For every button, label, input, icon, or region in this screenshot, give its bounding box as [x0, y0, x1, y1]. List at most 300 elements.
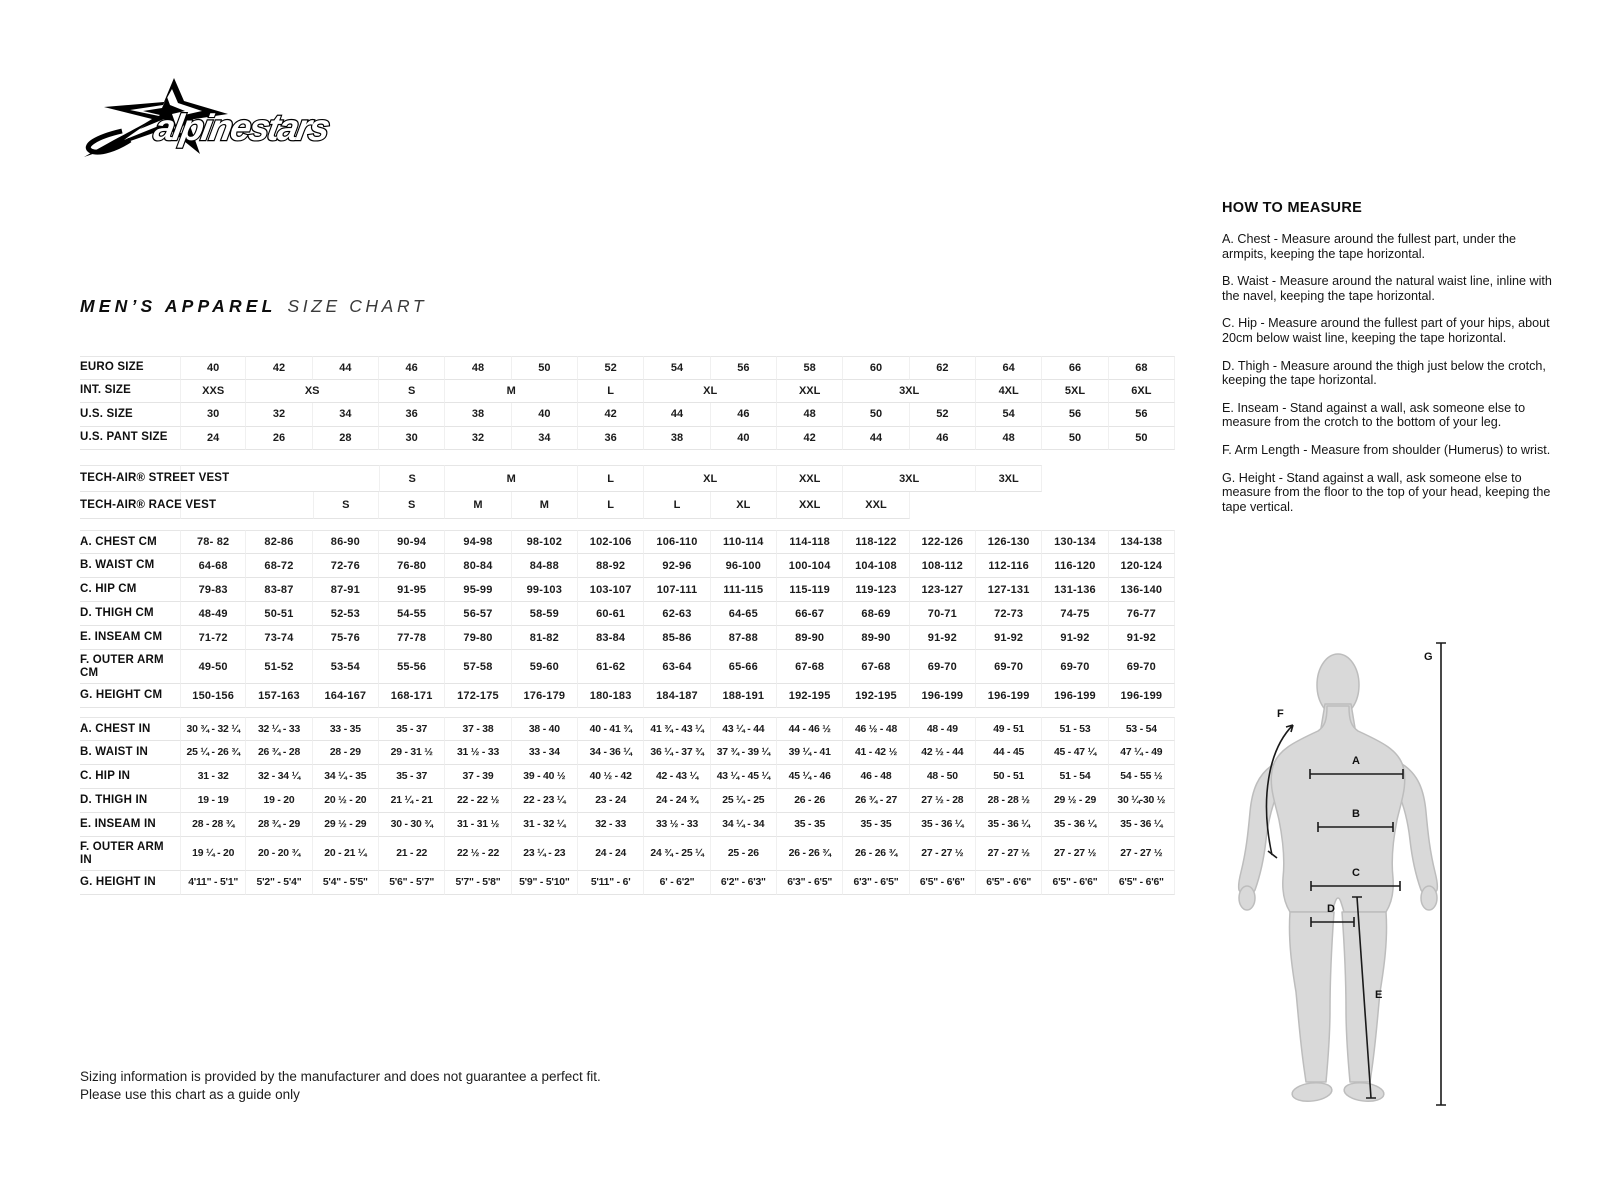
size-cell: 44 — [843, 427, 909, 451]
size-cell: 58 — [777, 356, 843, 380]
size-cell: 74-75 — [1042, 602, 1108, 626]
size-cell: 4'11" - 5'1" — [180, 871, 246, 895]
size-cell: 150-156 — [180, 684, 246, 708]
size-cell: 35 - 36 ¼ — [910, 813, 976, 837]
size-cell: 38 — [644, 427, 710, 451]
size-cell: 38 - 40 — [512, 717, 578, 741]
size-cell: 6' - 6'2" — [644, 871, 710, 895]
size-cell: 47 ¼ - 49 — [1109, 741, 1175, 765]
size-cell: 19 - 19 — [180, 789, 246, 813]
size-cell: L — [578, 380, 644, 404]
measure-instruction: G. Height - Stand against a wall, ask someone else to measure from the floor to the top of your head, keeping the tape vertical. — [1222, 470, 1551, 514]
size-cell: 20 ½ - 20 — [313, 789, 379, 813]
size-cell: 68 — [1109, 356, 1175, 380]
row-label: C. HIP IN — [80, 765, 180, 789]
size-cell: 41 ¾ - 43 ¼ — [644, 717, 710, 741]
size-cell: XS — [246, 380, 379, 404]
size-cell: 28 - 28 ½ — [976, 789, 1042, 813]
size-cell: 106-110 — [644, 530, 710, 554]
size-cell: 55-56 — [379, 650, 445, 684]
size-cell: 81-82 — [512, 626, 578, 650]
size-cell: 19 ¼ - 20 — [180, 837, 246, 871]
size-cell: 27 - 27 ½ — [1042, 837, 1108, 871]
size-cell: 45 - 47 ¼ — [1042, 741, 1108, 765]
size-cell: 136-140 — [1109, 578, 1175, 602]
size-cell: 122-126 — [910, 530, 976, 554]
size-cell: 57-58 — [445, 650, 511, 684]
size-cell: 79-83 — [180, 578, 246, 602]
measure-instructions — [1222, 232, 1556, 514]
size-cell: 112-116 — [976, 554, 1042, 578]
row-label: EURO SIZE — [80, 356, 180, 380]
measure-label-a: A — [1352, 755, 1360, 767]
row-label: F. OUTER ARM IN — [80, 837, 180, 871]
size-cell: 39 ¼ - 41 — [777, 741, 843, 765]
size-cell: 36 — [578, 427, 644, 451]
size-cell: 22 - 23 ¼ — [512, 789, 578, 813]
size-cell: 100-104 — [777, 554, 843, 578]
table-row-a_chest_in — [80, 717, 1175, 741]
size-cell: 60-61 — [578, 602, 644, 626]
table-row-us_pant_size — [80, 427, 1175, 451]
table-row-f_outer_arm_cm — [80, 650, 1175, 684]
size-cell: 69-70 — [1109, 650, 1175, 684]
table-row-tech_air_race_vest — [80, 492, 1175, 519]
size-cell: 90-94 — [379, 530, 445, 554]
size-cell: 76-80 — [379, 554, 445, 578]
size-cell: 48 — [976, 427, 1042, 451]
measure-instruction: C. Hip - Measure around the fullest part of your hips, about 20cm below waist line, keeping the tape horizontal. — [1222, 316, 1550, 345]
size-cell: 48 — [445, 356, 511, 380]
size-cell: 49 - 51 — [976, 717, 1042, 741]
measure-instruction: E. Inseam - Stand against a wall, ask someone else to measure from the crotch to the bottom of your leg. — [1222, 400, 1526, 430]
size-cell: 6'5" - 6'6" — [976, 871, 1042, 895]
size-cell: 20 - 20 ¾ — [246, 837, 312, 871]
size-cell: 56 — [711, 356, 777, 380]
size-cell: 27 ½ - 28 — [910, 789, 976, 813]
row-label: B. WAIST CM — [80, 554, 180, 578]
size-cell: 32 — [246, 403, 312, 427]
table-row-d_thigh_in — [80, 789, 1175, 813]
size-cell: 37 ¾ - 39 ¼ — [711, 741, 777, 765]
size-cell: 39 - 40 ½ — [512, 765, 578, 789]
size-cell: 3XL — [843, 380, 976, 404]
row-label: TECH-AIR® RACE VEST — [80, 492, 180, 519]
size-cell: 34 ¼ - 34 — [711, 813, 777, 837]
size-cell: 40 — [512, 403, 578, 427]
size-cell: 62-63 — [644, 602, 710, 626]
size-cell: 91-92 — [910, 626, 976, 650]
table-row-a_chest_cm — [80, 530, 1175, 554]
size-cell: 31 - 31 ½ — [445, 813, 511, 837]
size-cell: 102-106 — [578, 530, 644, 554]
size-cell: 50 — [1042, 427, 1108, 451]
measure-label-g: G — [1424, 651, 1433, 663]
measure-instruction: B. Waist - Measure around the natural waist line, inline with the navel, keeping the tape horizontal. — [1222, 274, 1552, 303]
size-cell: 26 - 26 ¾ — [777, 837, 843, 871]
size-cell: 59-60 — [512, 650, 578, 684]
size-cell: 34 — [512, 427, 578, 451]
page-title-sub: SIZE CHART — [287, 296, 428, 316]
size-table — [80, 356, 1175, 908]
row-label: TECH-AIR® STREET VEST — [80, 465, 180, 492]
size-cell: 54 — [644, 356, 710, 380]
size-cell: 29 - 31 ½ — [379, 741, 445, 765]
size-cell: 80-84 — [445, 554, 511, 578]
size-cell: 35 - 36 ¼ — [976, 813, 1042, 837]
size-cell: 5XL — [1042, 380, 1108, 404]
size-cell: 176-179 — [512, 684, 578, 708]
size-cell: 95-99 — [445, 578, 511, 602]
size-cell: 88-92 — [578, 554, 644, 578]
size-cell: 65-66 — [711, 650, 777, 684]
size-cell: 64 — [976, 356, 1042, 380]
size-cell: 83-87 — [246, 578, 312, 602]
size-cell: M — [445, 492, 511, 519]
body-diagram-svg — [1228, 620, 1450, 1114]
size-cell: 54-55 — [379, 602, 445, 626]
size-cell: 6'2" - 6'3" — [711, 871, 777, 895]
size-cell: 28 ¾ - 29 — [246, 813, 312, 837]
size-cell: S — [379, 465, 445, 492]
size-cell: 196-199 — [910, 684, 976, 708]
size-cell: 27 - 27 ½ — [976, 837, 1042, 871]
size-cell: 44 — [644, 403, 710, 427]
size-cell: 192-195 — [843, 684, 909, 708]
size-cell: 110-114 — [711, 530, 777, 554]
size-cell: 31 - 32 — [180, 765, 246, 789]
size-cell: 180-183 — [578, 684, 644, 708]
measure-label-d: D — [1327, 903, 1335, 915]
table-group-in — [80, 717, 1175, 895]
size-cell: XL — [644, 465, 777, 492]
size-cell: 89-90 — [777, 626, 843, 650]
size-cell: 21 - 22 — [379, 837, 445, 871]
table-row-us_size — [80, 403, 1175, 427]
size-cell: 196-199 — [976, 684, 1042, 708]
table-row-b_waist_in — [80, 741, 1175, 765]
size-cell: 33 - 34 — [512, 741, 578, 765]
table-row-b_waist_cm — [80, 554, 1175, 578]
size-cell: 87-88 — [711, 626, 777, 650]
size-cell: 52 — [910, 403, 976, 427]
size-cell: 28 — [313, 427, 379, 451]
table-row-c_hip_in — [80, 765, 1175, 789]
size-cell: 21 ¼ - 21 — [379, 789, 445, 813]
size-cell: 76-77 — [1109, 602, 1175, 626]
table-row-int_size — [80, 380, 1175, 404]
size-cell: XL — [644, 380, 777, 404]
size-cell: 40 — [180, 356, 246, 380]
size-cell: 68-72 — [246, 554, 312, 578]
size-cell: 6'5" - 6'6" — [910, 871, 976, 895]
table-row-tech_air_street_vest — [80, 465, 1175, 492]
size-cell: 36 ¼ - 37 ¾ — [644, 741, 710, 765]
size-cell: 26 ¾ - 27 — [843, 789, 909, 813]
size-cell: 40 - 41 ¾ — [578, 717, 644, 741]
row-label: A. CHEST CM — [80, 530, 180, 554]
row-label: U.S. PANT SIZE — [80, 427, 180, 451]
size-cell: 42 — [578, 403, 644, 427]
size-cell: 46 — [711, 403, 777, 427]
row-label: C. HIP CM — [80, 578, 180, 602]
size-cell: L — [578, 492, 644, 519]
size-cell: 35 - 35 — [843, 813, 909, 837]
size-cell: 127-131 — [976, 578, 1042, 602]
size-cell: 91-95 — [379, 578, 445, 602]
size-cell: 34 — [313, 403, 379, 427]
size-cell: 94-98 — [445, 530, 511, 554]
measure-label-e: E — [1375, 989, 1383, 1001]
row-label: A. CHEST IN — [80, 717, 180, 741]
size-cell: 116-120 — [1042, 554, 1108, 578]
size-cell: 25 - 26 — [711, 837, 777, 871]
size-cell: 119-123 — [843, 578, 909, 602]
size-cell: 23 ¼ - 23 — [512, 837, 578, 871]
size-cell: 46 - 48 — [843, 765, 909, 789]
size-cell: XL — [711, 492, 777, 519]
size-cell: 3XL — [843, 465, 976, 492]
size-cell: 25 ¼ - 26 ¾ — [180, 741, 246, 765]
size-cell: 34 - 36 ¼ — [578, 741, 644, 765]
table-row-g_height_cm — [80, 684, 1175, 708]
size-cell: 5'4" - 5'5" — [313, 871, 379, 895]
size-cell: 69-70 — [1042, 650, 1108, 684]
how-to-measure-heading: HOW TO MEASURE — [1222, 200, 1363, 216]
size-cell: 42 — [246, 356, 312, 380]
size-cell: 115-119 — [777, 578, 843, 602]
size-cell: 130-134 — [1042, 530, 1108, 554]
size-cell: 22 ½ - 22 — [445, 837, 511, 871]
size-cell: XXL — [777, 380, 843, 404]
size-cell: XXL — [777, 492, 843, 519]
table-row-c_hip_cm — [80, 578, 1175, 602]
size-cell: 30 - 30 ¾ — [379, 813, 445, 837]
row-label: B. WAIST IN — [80, 741, 180, 765]
size-cell: 30 — [180, 403, 246, 427]
size-cell: 52-53 — [313, 602, 379, 626]
size-cell: 77-78 — [379, 626, 445, 650]
size-cell: 28 - 29 — [313, 741, 379, 765]
size-cell: 51-52 — [246, 650, 312, 684]
size-cell: 91-92 — [976, 626, 1042, 650]
size-cell: 24 ¾ - 25 ¼ — [644, 837, 710, 871]
size-cell: 53 - 54 — [1109, 717, 1175, 741]
size-cell: 29 ½ - 29 — [1042, 789, 1108, 813]
size-cell: 42 — [777, 427, 843, 451]
size-cell: 46 — [910, 427, 976, 451]
size-cell: 114-118 — [777, 530, 843, 554]
size-cell: 61-62 — [578, 650, 644, 684]
size-cell: 70-71 — [910, 602, 976, 626]
size-cell: 36 — [379, 403, 445, 427]
size-cell: 35 - 36 ¼ — [1109, 813, 1175, 837]
size-cell: 33 - 35 — [313, 717, 379, 741]
size-cell: 40 ½ - 42 — [578, 765, 644, 789]
table-row-euro_size — [80, 356, 1175, 380]
size-cell: 66 — [1042, 356, 1108, 380]
size-cell: 42 ½ - 44 — [910, 741, 976, 765]
size-cell: 89-90 — [843, 626, 909, 650]
size-cell: 34 ¼ - 35 — [313, 765, 379, 789]
body-measurement-diagram — [1228, 620, 1450, 1119]
table-group-sizes — [80, 356, 1175, 450]
size-cell: 26 - 26 ¾ — [843, 837, 909, 871]
size-cell: 6XL — [1109, 380, 1175, 404]
size-cell: 79-80 — [445, 626, 511, 650]
measure-instruction: D. Thigh - Measure around the thigh just below the crotch, keeping the tape horizontal. — [1222, 358, 1546, 388]
table-group-vest — [80, 465, 1175, 519]
size-cell: XXL — [843, 492, 909, 519]
size-cell: 6'5" - 6'6" — [1109, 871, 1175, 895]
size-cell: 58-59 — [512, 602, 578, 626]
size-cell: 43 ¼ - 44 — [711, 717, 777, 741]
size-cell: 30 ¾ - 32 ¼ — [180, 717, 246, 741]
size-cell: 41 - 42 ½ — [843, 741, 909, 765]
size-cell: 92-96 — [644, 554, 710, 578]
size-cell: 48-49 — [180, 602, 246, 626]
page-title — [80, 296, 427, 317]
size-cell: 73-74 — [246, 626, 312, 650]
size-cell: 24 - 24 — [578, 837, 644, 871]
size-cell: 83-84 — [578, 626, 644, 650]
size-cell: 67-68 — [777, 650, 843, 684]
size-cell: 32 — [445, 427, 511, 451]
how-to-measure-panel — [1222, 200, 1556, 527]
size-cell: 50 - 51 — [976, 765, 1042, 789]
size-cell: 56 — [1042, 403, 1108, 427]
size-cell: 82-86 — [246, 530, 312, 554]
size-cell: 4XL — [976, 380, 1042, 404]
size-cell: 72-73 — [976, 602, 1042, 626]
size-cell: 5'2" - 5'4" — [246, 871, 312, 895]
size-cell: 172-175 — [445, 684, 511, 708]
size-cell: 96-100 — [711, 554, 777, 578]
size-cell: 44 - 45 — [976, 741, 1042, 765]
size-cell: 6'5" - 6'6" — [1042, 871, 1108, 895]
size-cell: 48 — [777, 403, 843, 427]
size-cell: 25 ¼ - 25 — [711, 789, 777, 813]
size-cell: 62 — [910, 356, 976, 380]
row-label: G. HEIGHT CM — [80, 684, 180, 708]
size-cell: 66-67 — [777, 602, 843, 626]
size-cell: 48 - 50 — [910, 765, 976, 789]
size-cell: 85-86 — [644, 626, 710, 650]
size-cell: 69-70 — [976, 650, 1042, 684]
size-cell: 51 - 54 — [1042, 765, 1108, 789]
size-cell: 43 ¼ - 45 ¼ — [711, 765, 777, 789]
size-cell: 99-103 — [512, 578, 578, 602]
size-cell: 54 - 55 ½ — [1109, 765, 1175, 789]
size-cell: 72-76 — [313, 554, 379, 578]
size-cell: L — [578, 465, 644, 492]
size-cell: 67-68 — [843, 650, 909, 684]
size-cell: 23 - 24 — [578, 789, 644, 813]
size-cell: 5'9" - 5'10" — [512, 871, 578, 895]
size-cell: 75-76 — [313, 626, 379, 650]
measure-line-height — [1436, 643, 1446, 1105]
size-cell: 26 — [246, 427, 312, 451]
size-cell: 71-72 — [180, 626, 246, 650]
size-cell: 111-115 — [711, 578, 777, 602]
size-cell: 35 - 36 ¼ — [1042, 813, 1108, 837]
size-cell: 52 — [578, 356, 644, 380]
row-label: U.S. SIZE — [80, 403, 180, 427]
size-cell: M — [445, 380, 578, 404]
size-cell: 53-54 — [313, 650, 379, 684]
size-cell: 84-88 — [512, 554, 578, 578]
size-cell: 49-50 — [180, 650, 246, 684]
size-cell: 118-122 — [843, 530, 909, 554]
size-cell: 27 - 27 ½ — [910, 837, 976, 871]
size-cell: 42 - 43 ¼ — [644, 765, 710, 789]
size-cell: 50 — [512, 356, 578, 380]
size-cell: 6'3" - 6'5" — [777, 871, 843, 895]
size-cell: 32 ¼ - 33 — [246, 717, 312, 741]
size-cell: 24 - 24 ¾ — [644, 789, 710, 813]
size-cell: 91-92 — [1109, 626, 1175, 650]
size-cell: 6'3" - 6'5" — [843, 871, 909, 895]
size-cell: M — [512, 492, 578, 519]
size-cell: 33 ½ - 33 — [644, 813, 710, 837]
measure-instruction: F. Arm Length - Measure from shoulder (Humerus) to wrist. — [1222, 442, 1551, 457]
measure-instruction: A. Chest - Measure around the fullest part, under the armpits, keeping the tape horizontal. — [1222, 232, 1517, 261]
size-cell: 45 ¼ - 46 — [777, 765, 843, 789]
size-cell: 19 - 20 — [246, 789, 312, 813]
table-group-cm — [80, 530, 1175, 708]
size-cell: XXL — [777, 465, 843, 492]
size-cell: 168-171 — [379, 684, 445, 708]
size-cell: 64-68 — [180, 554, 246, 578]
size-cell: 5'6" - 5'7" — [379, 871, 445, 895]
size-cell: 27 - 27 ½ — [1109, 837, 1175, 871]
size-cell: 28 - 28 ¾ — [180, 813, 246, 837]
size-cell: 51 - 53 — [1042, 717, 1108, 741]
size-cell: 50 — [843, 403, 909, 427]
size-cell: 192-195 — [777, 684, 843, 708]
size-cell: 86-90 — [313, 530, 379, 554]
size-cell: 63-64 — [644, 650, 710, 684]
size-cell: S — [379, 380, 445, 404]
size-cell: S — [379, 492, 445, 519]
size-cell: M — [445, 465, 578, 492]
size-cell: 126-130 — [976, 530, 1042, 554]
row-label: E. INSEAM IN — [80, 813, 180, 837]
size-cell: 22 - 22 ½ — [445, 789, 511, 813]
size-cell — [910, 492, 1175, 519]
size-cell: 31 ½ - 33 — [445, 741, 511, 765]
size-cell: 29 ½ - 29 — [313, 813, 379, 837]
footer-line-1: Sizing information is provided by the manufacturer and does not guarantee a perfect fit. — [80, 1069, 601, 1084]
footer-disclaimer — [80, 1068, 601, 1104]
size-cell: 3XL — [976, 465, 1042, 492]
size-cell: 91-92 — [1042, 626, 1108, 650]
size-cell: 87-91 — [313, 578, 379, 602]
size-cell: 35 - 37 — [379, 765, 445, 789]
size-cell: 120-124 — [1109, 554, 1175, 578]
size-cell: 35 - 37 — [379, 717, 445, 741]
size-cell: 64-65 — [711, 602, 777, 626]
size-cell: 123-127 — [910, 578, 976, 602]
row-label: E. INSEAM CM — [80, 626, 180, 650]
size-cell: 5'11" - 6' — [578, 871, 644, 895]
size-cell: 164-167 — [313, 684, 379, 708]
alpinestars-logo-svg — [78, 74, 358, 162]
size-cell: 44 - 46 ½ — [777, 717, 843, 741]
measure-label-c: C — [1352, 867, 1360, 879]
size-cell: 32 - 34 ¼ — [246, 765, 312, 789]
size-cell: 31 - 32 ¼ — [512, 813, 578, 837]
